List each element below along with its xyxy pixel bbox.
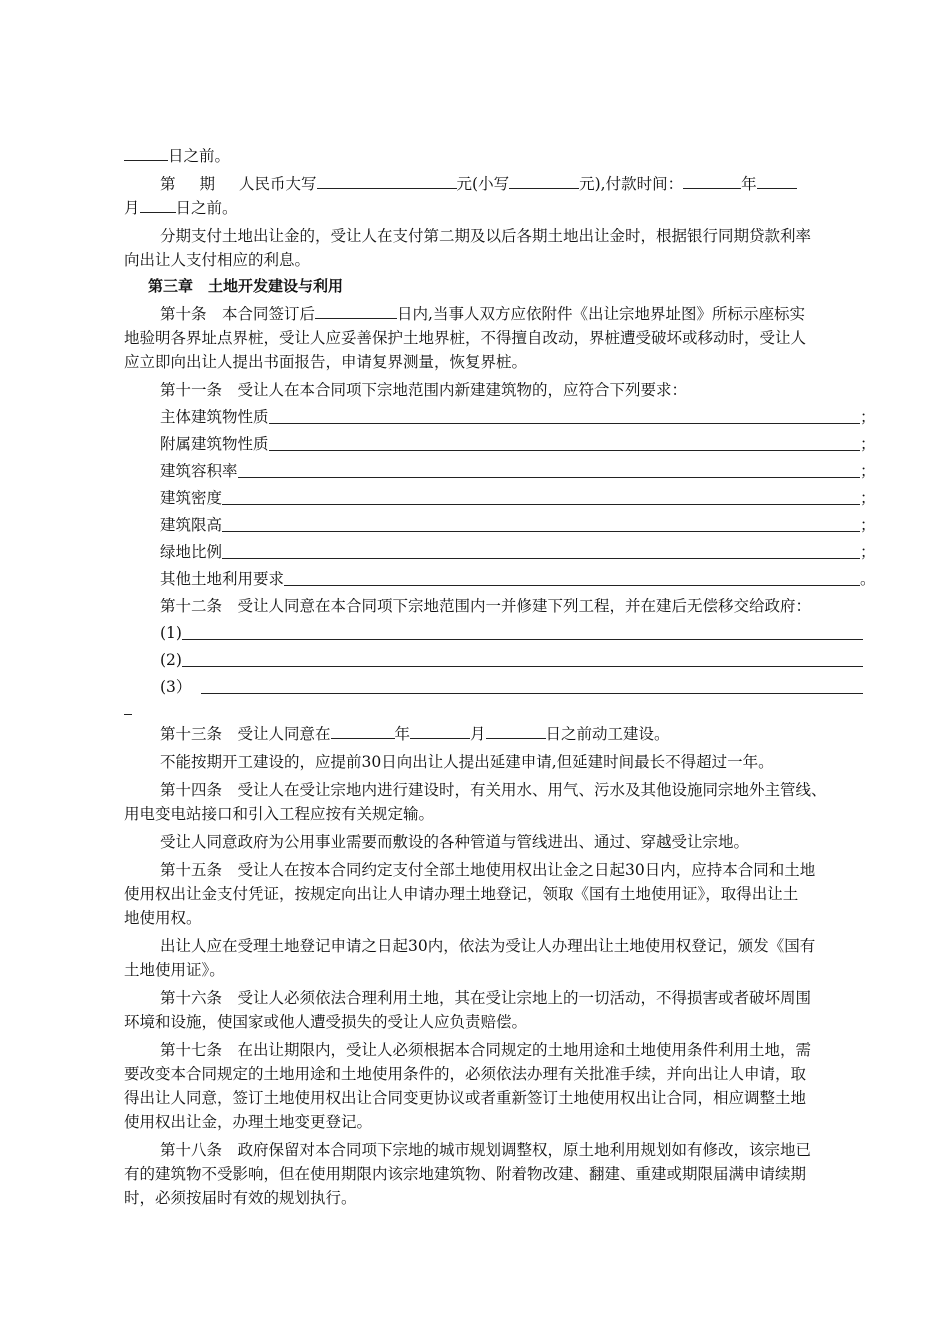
article-15-paragraph: 出让人应在受理土地登记申请之日起30内，依法为受让人办理出让土地使用权登记，颁发《国有 — [160, 937, 816, 955]
text: 元),付款时间： — [579, 175, 684, 193]
article-18: 第十八条 政府保留对本合同项下宗地的城市规划调整权，原土地利用规划如有修改，该宗地已 — [160, 1141, 812, 1159]
month-blank — [410, 724, 470, 739]
article-17: 第十七条 在出让期限内，受让人必须根据本合同规定的土地用途和土地使用条件利用土地，需 — [160, 1041, 812, 1059]
article-15-paragraph-cont: 土地使用证》。 — [124, 961, 225, 979]
paragraph-interest: 分期支付土地出让金的，受让人在支付第二期及以后各期土地出让金时，根据银行同期贷款利率 — [160, 227, 812, 245]
amount-figures-blank — [509, 174, 579, 189]
article-10-cont: 地验明各界址点界桩，受让人应妥善保护土地界桩，不得擅自改动，界桩遭受破坏或移动时，受让人 — [124, 329, 807, 347]
text: 期 — [199, 175, 216, 193]
punct: ； — [860, 408, 876, 426]
month-blank — [757, 174, 797, 189]
requirement-label: 建筑容积率 — [160, 462, 238, 480]
fill-line — [201, 693, 863, 694]
article-15: 第十五条 受让人在按本合同约定支付全部土地使用权出让金之日起30日内，应持本合同和土地 — [160, 861, 816, 879]
text: 年 — [394, 725, 411, 743]
requirement-label: 其他土地利用要求 — [160, 570, 285, 588]
article-17-cont: 得出让人同意，签订土地使用权出让合同变更协议或者重新签订土地使用权出让合同，相应调整土地 — [124, 1089, 807, 1107]
work-number: (3） — [160, 678, 192, 696]
article-10-cont: 应立即向出让人提出书面报告，申请复界测量，恢复界桩。 — [124, 353, 528, 371]
punct: ； — [860, 516, 876, 534]
punct: 。 — [860, 570, 876, 588]
requirement-label: 绿地比例 — [160, 543, 223, 561]
article-18-cont: 时，必须按届时有效的规划执行。 — [124, 1189, 357, 1207]
text: 第十三条 受让人同意在 — [160, 725, 331, 743]
article-14-cont: 用电变电站接口和引入工程应按有关规定输。 — [124, 805, 435, 823]
article-15-cont: 地使用权。 — [124, 909, 202, 927]
year-blank — [683, 174, 741, 189]
text: 人民币大写 — [239, 175, 317, 193]
fill-line — [222, 531, 860, 532]
paragraph-interest-cont: 向出让人支付相应的利息。 — [124, 251, 311, 269]
chapter-heading: 第三章 土地开发建设与利用 — [148, 277, 344, 295]
article-11: 第十一条 受让人在本合同项下宗地范围内新建建筑物的，应符合下列要求： — [160, 381, 688, 399]
requirement-label: 主体建筑物性质 — [160, 408, 269, 426]
fill-line — [182, 666, 863, 667]
day-blank — [124, 146, 168, 161]
punct: ； — [860, 462, 876, 480]
year-blank — [331, 724, 395, 739]
fill-line — [269, 450, 860, 451]
text: 日内,当事人双方应依附件《出让宗地界址图》所标示座标实 — [397, 305, 805, 323]
article-16: 第十六条 受让人必须依法合理利用土地，其在受让宗地上的一切活动，不得损害或者破坏周围 — [160, 989, 812, 1007]
text: 日之前。 — [175, 199, 238, 217]
text: 日之前。 — [168, 147, 231, 165]
article-13-paragraph: 不能按期开工建设的，应提前30日向出让人提出延建申请,但延建时间最长不得超过一年。 — [160, 753, 774, 771]
article-17-cont: 要改变本合同规定的土地用途和土地使用条件的，必须依法办理有关批准手续，并向出让人申请，取 — [124, 1065, 807, 1083]
article-17-cont: 使用权出让金，办理土地变更登记。 — [124, 1113, 373, 1131]
fill-line — [269, 423, 860, 424]
days-blank — [315, 304, 397, 319]
day-blank — [486, 724, 546, 739]
requirement-label: 建筑密度 — [160, 489, 223, 507]
article-13 — [160, 724, 874, 744]
text: 月 — [124, 199, 140, 217]
article-12: 第十二条 受让人同意在本合同项下宗地范围内一并修建下列工程，并在建后无偿移交给政府： — [160, 597, 812, 615]
article-10 — [160, 304, 874, 324]
work-number: (2) — [160, 651, 182, 669]
installment-line-cont — [124, 198, 874, 218]
punct: ； — [860, 543, 876, 561]
continuation-dash — [124, 714, 132, 715]
text: 日之前动工建设。 — [545, 725, 670, 743]
requirement-label: 附属建筑物性质 — [160, 435, 269, 453]
text: 年 — [741, 175, 757, 193]
punct: ； — [860, 489, 876, 507]
text: 第 — [160, 175, 176, 193]
payment-deadline-line — [124, 146, 874, 166]
article-18-cont: 有的建筑物不受影响，但在使用期限内该宗地建筑物、附着物改建、翻建、重建或期限届满申请续期 — [124, 1165, 807, 1183]
fill-line — [222, 504, 860, 505]
installment-line — [160, 174, 874, 194]
text: 元(小写 — [456, 175, 510, 193]
requirement-label: 建筑限高 — [160, 516, 223, 534]
day-blank — [140, 198, 176, 213]
fill-line — [222, 558, 860, 559]
article-14: 第十四条 受让人在受让宗地内进行建设时，有关用水、用气、污水及其他设施同宗地外主管线、 — [160, 781, 827, 799]
punct: ； — [860, 435, 876, 453]
text: 第十条 本合同签订后 — [160, 305, 316, 323]
work-number: (1) — [160, 624, 182, 642]
article-14-paragraph: 受让人同意政府为公用事业需要而敷设的各种管道与管线进出、通过、穿越受让宗地。 — [160, 833, 750, 851]
amount-words-blank — [317, 174, 457, 189]
text: 月 — [470, 725, 486, 743]
fill-line — [238, 477, 860, 478]
article-16-cont: 环境和设施，使国家或他人遭受损失的受让人应负责赔偿。 — [124, 1013, 528, 1031]
fill-line — [284, 585, 860, 586]
article-15-cont: 使用权出让金支付凭证，按规定向出让人申请办理土地登记，领取《国有土地使用证》，取得出让土 — [124, 885, 799, 903]
fill-line — [182, 639, 863, 640]
